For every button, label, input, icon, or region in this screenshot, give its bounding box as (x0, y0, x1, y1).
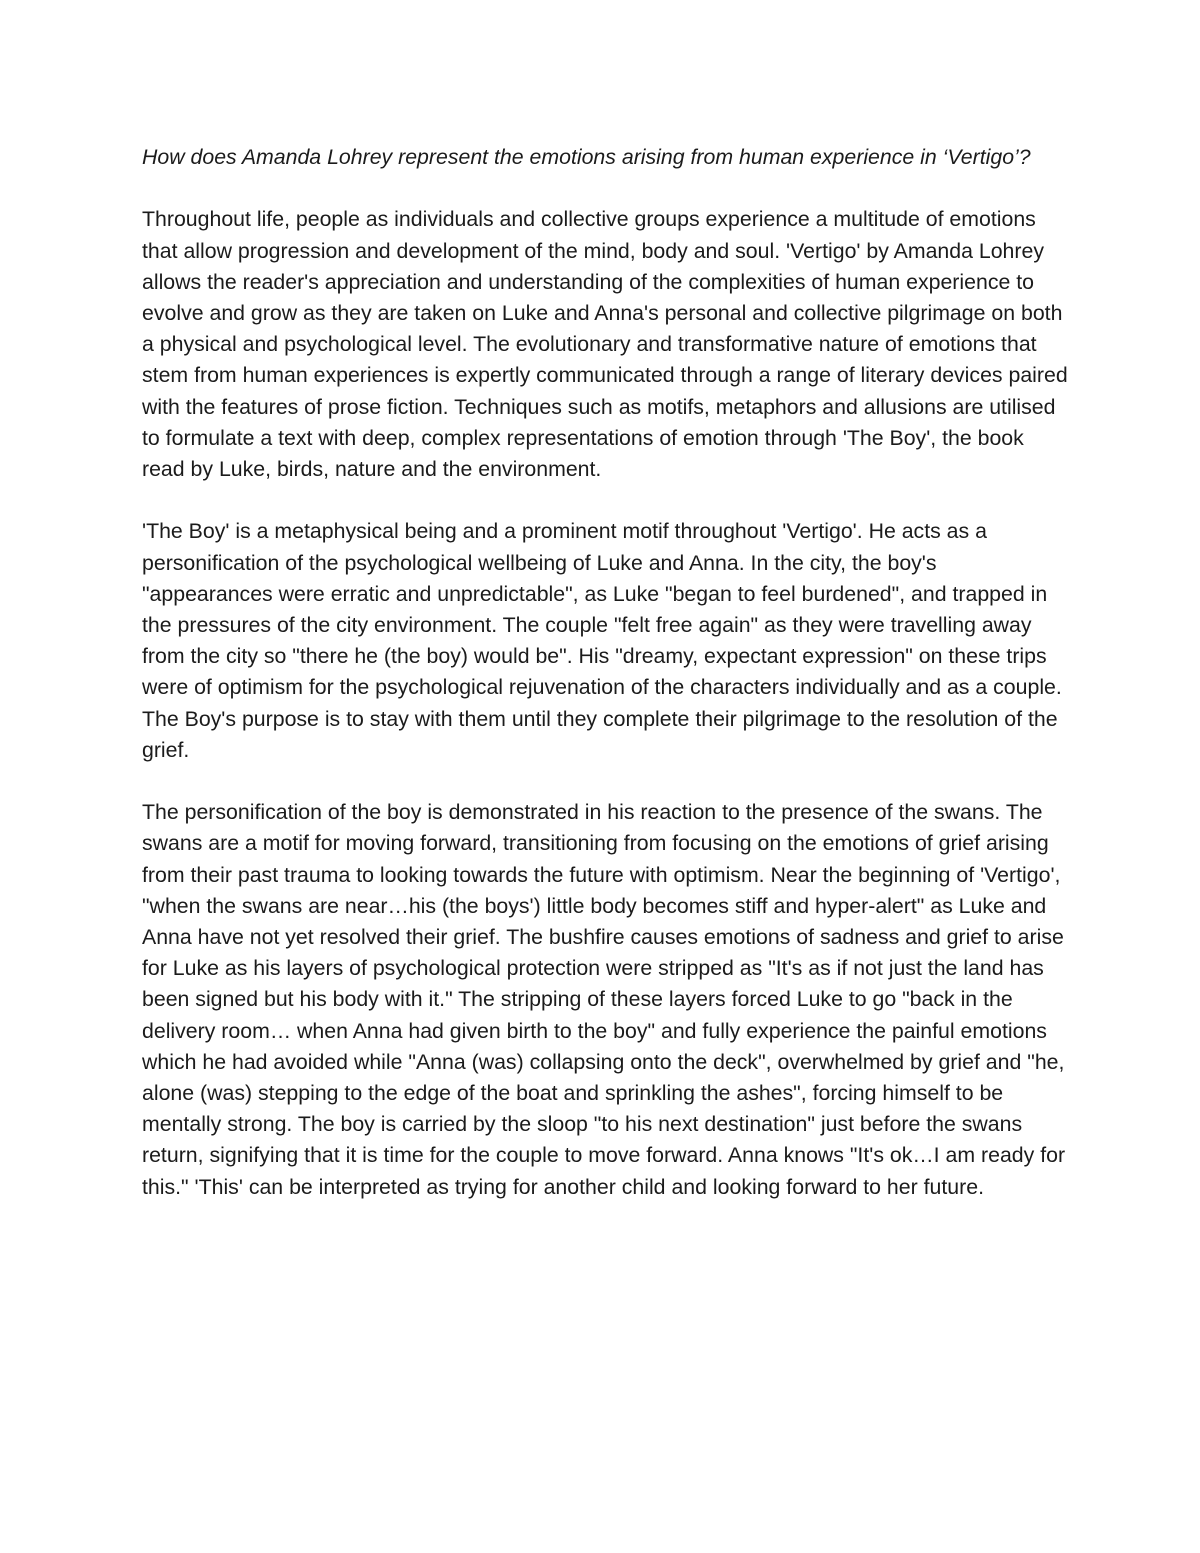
paragraph-introduction: Throughout life, people as individuals and collective groups experience a multitude of emotions that allow progression and development of the mind, body and soul. 'Vertigo' by Amanda Lohrey allows the reader's appreciation and understanding of the complexities of human experience to evolve and grow as they are taken on Luke and Anna's personal and collective pilgrimage on both a physical and psychological level. The evolutionary and transformative nature of emotions that stem from human experiences is expertly communicated through a range of literary devices paired with the features of prose fiction. Techniques such as motifs, metaphors and allusions are utilised to formulate a text with deep, complex representations of emotion through 'The Boy', the book read by Luke, birds, nature and the environment. (142, 207, 1068, 482)
paragraph-swans: The personification of the boy is demonstrated in his reaction to the presence of the swans. The swans are a motif for moving forward, transitioning from focusing on the emotions of grief arising from their past trauma to looking towards the future with optimism. Near the beginning of 'Vertigo', "when the swans are near…his (the boys') little body becomes stiff and hyper-alert" as Luke and Anna have not yet resolved their grief. The bushfire causes emotions of sadness and grief to arise for Luke as his layers of psychological protection were stripped as "It's as if not just the land has been signed but his body with it." The stripping of these layers forced Luke to go "back in the delivery room… when Anna had given birth to the boy" and fully experience the painful emotions which he had avoided while "Anna (was) collapsing onto the deck", overwhelmed by grief and "he, alone (was) stepping to the edge of the boat and sprinkling the ashes", forcing himself to be mentally strong. The boy is carried by the sloop "to his next destination" just before the swans return, signifying that it is time for the couple to move forward. Anna knows "It's ok…I am ready for this." 'This' can be interpreted as trying for another child and looking forward to her future. (142, 800, 1066, 1199)
paragraph-the-boy: 'The Boy' is a metaphysical being and a prominent motif throughout 'Vertigo'. He acts as a personification of the psychological wellbeing of Luke and Anna. In the city, the boy's "appearances were erratic and unpredictable", as Luke "began to feel burdened", and trapped in the pressures of the city environment. The couple "felt free again" as they were travelling away from the city so "there he (the boy) would be". His "dreamy, expectant expression" on these trips were of optimism for the psychological rejuvenation of the characters individually and as a couple. The Boy's purpose is to stay with them until they complete their pilgrimage to the resolution of the grief. (142, 519, 1062, 762)
essay-question: How does Amanda Lohrey represent the emotions arising from human experience in ‘Vertigo’? (142, 145, 1031, 169)
document-page (142, 142, 1072, 1234)
